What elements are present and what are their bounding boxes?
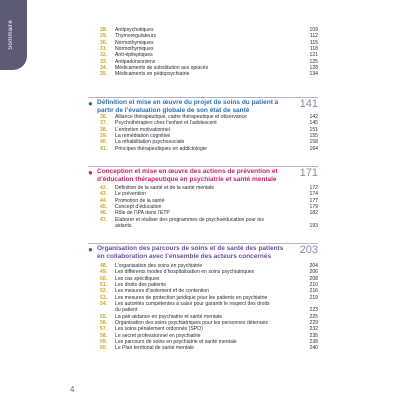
section-bullet-icon: ●	[88, 99, 93, 108]
entry-page: 151	[309, 126, 318, 133]
sidebar-tab	[0, 0, 27, 70]
section-page: 203	[299, 244, 318, 256]
toc-list-section-1	[92, 114, 318, 152]
entry-page: 204	[309, 263, 318, 269]
entry-page: 134	[309, 71, 318, 78]
entry-page: 235	[309, 332, 318, 339]
entry-number: 51.	[100, 282, 108, 289]
entry-page: 232	[309, 326, 318, 333]
entry-title: Les mesures d’isolement et de contention	[115, 288, 210, 295]
toc-entry[interactable]	[92, 71, 318, 77]
entry-page: 206	[309, 269, 318, 276]
entry-page: 155	[309, 133, 318, 140]
toc-entry[interactable]	[92, 146, 318, 152]
entry-number: 29.	[100, 33, 108, 40]
entry-title: Médicaments en pédopsychiatrie	[115, 71, 190, 78]
entry-title: Concept d’éducation	[115, 204, 162, 211]
section-heading	[88, 166, 318, 183]
entry-title: Élaborer et réaliser des programmes de psychoéducation pour les	[115, 216, 264, 223]
entry-number: 28.	[100, 27, 108, 33]
entry-number: 54.	[100, 301, 108, 308]
entry-page: 115	[309, 39, 318, 46]
entry-title: Définition de la santé et de la santé mentale	[115, 185, 215, 191]
section-heading	[88, 243, 318, 260]
entry-page: 118	[309, 46, 318, 53]
entry-title: Normothymiques	[115, 39, 154, 46]
page-number: 4	[70, 385, 75, 394]
entry-title: du patient	[115, 307, 138, 314]
entry-number: 58.	[100, 332, 108, 339]
section-bullet-icon: ●	[88, 245, 93, 254]
entry-page: 164	[309, 145, 318, 152]
entry-title: La réhabilitation psychosociale	[115, 139, 185, 146]
toc-list-section-2	[92, 185, 318, 229]
entry-number: 45.	[100, 204, 108, 211]
entry-title: La remédiation cognitive	[115, 133, 171, 140]
entry-number: 60.	[100, 345, 108, 352]
entry-title: Antipsychotiques	[115, 27, 154, 33]
entry-page: 109	[309, 27, 318, 33]
entry-title: Les parcours de soins en psychiatrie et santé mentale	[115, 339, 237, 346]
section-title: Définition et mise en œuvre du projet de soins du patient à partir de l’évaluation globale de son état de santé	[97, 99, 279, 114]
entry-page: 142	[309, 114, 318, 120]
entry-page: 208	[309, 275, 318, 282]
entry-page: 216	[309, 288, 318, 295]
entry-number: 41.	[100, 145, 108, 152]
entry-page: 193	[309, 223, 318, 230]
entry-number: 32.	[100, 52, 108, 59]
entry-title: Normothymiques	[115, 46, 154, 53]
entry-title: L’organisation des soins en psychiatrie	[115, 263, 203, 269]
entry-title: Les soins pénalement ordonnés (SPO)	[115, 326, 203, 333]
section-title: Conception et mise en œuvre des actions de prévention et d’éducation thérapeutique en psychiatrie et santé mentale	[97, 168, 278, 183]
entry-title: Organisation des soins psychiatriques pour les personnes détenues	[115, 320, 268, 327]
entry-title: aidants	[115, 223, 132, 230]
entry-number: 38.	[100, 126, 108, 133]
entry-page: 238	[309, 339, 318, 346]
entry-title: Anti-épileptiques	[115, 52, 153, 59]
entry-number: 53.	[100, 294, 108, 301]
entry-number: 59.	[100, 339, 108, 346]
entry-title: Le secret professionnel en psychiatrie	[115, 332, 201, 339]
entry-page: 210	[309, 282, 318, 289]
sidebar-label: Sommaire	[8, 20, 14, 50]
section-page: 141	[299, 98, 318, 110]
entry-number: 34.	[100, 65, 108, 72]
section-bullet-icon: ●	[88, 168, 93, 177]
entry-number: 49.	[100, 269, 108, 276]
entry-title: Le prévention	[115, 191, 146, 198]
entry-number: 50.	[100, 275, 108, 282]
entry-page: 179	[309, 204, 318, 211]
entry-number: 37.	[100, 120, 108, 127]
entry-page: 112	[309, 33, 318, 40]
entry-number: 56.	[100, 320, 108, 327]
entry-title: Les différents modes d’hospitalisation en soins psychiatriques	[115, 269, 255, 276]
entry-title: Psychothérapies chez l’enfant et l’adolescent	[115, 120, 217, 127]
entry-page: 128	[309, 65, 318, 72]
entry-number: 57.	[100, 326, 108, 333]
entry-page: 219	[309, 294, 318, 301]
entry-page: 121	[309, 52, 318, 59]
entry-title: Les droits des patients	[115, 282, 166, 289]
entry-number: 36.	[100, 114, 108, 120]
entry-title: Médicaments de substitution aux opiacés	[115, 65, 209, 72]
section-page: 171	[299, 167, 318, 179]
entry-title: Rôle de l’IPA dans l’ETP	[115, 210, 170, 217]
entry-title: L’entretien motivationnel	[115, 126, 170, 133]
entry-number: 30.	[100, 39, 108, 46]
entry-title: Promotion de la santé	[115, 197, 165, 204]
toc-list-top	[92, 27, 318, 78]
entry-number: 47.	[100, 216, 108, 223]
entry-page: 223	[309, 307, 318, 314]
entry-page: 145	[309, 120, 318, 127]
entry-page: 240	[309, 345, 318, 352]
entry-title: Le Plan territorial de santé mentale	[115, 345, 194, 352]
entry-title: Principes thérapeutiques en addictologie	[115, 145, 207, 152]
entry-page: 177	[309, 197, 318, 204]
entry-number: 39.	[100, 133, 108, 140]
entry-number: 33.	[100, 58, 108, 65]
toc-list-section-3	[92, 263, 318, 352]
entry-title: Alliance thérapeutique, cadre thérapeutique et observance	[115, 114, 247, 120]
entry-number: 44.	[100, 197, 108, 204]
entry-title: Les cas spécifiques	[115, 275, 160, 282]
entry-page: 182	[309, 210, 318, 217]
toc-entry[interactable]	[92, 223, 318, 229]
entry-number: 31.	[100, 46, 108, 53]
section-title: Organisation des parcours de soins et de santé des patients en collaboration avec l’ensemble des acteurs concernés	[97, 245, 284, 260]
entry-number: 46.	[100, 210, 108, 217]
entry-number: 35.	[100, 71, 108, 78]
entry-number: 55.	[100, 313, 108, 320]
entry-title: La pair-aidance en psychiatrie et santé mentale	[115, 313, 223, 320]
entry-number: 52.	[100, 288, 108, 295]
section-heading	[88, 97, 318, 114]
entry-number: 43.	[100, 191, 108, 198]
entry-page: 125	[309, 58, 318, 65]
entry-page: 225	[309, 313, 318, 320]
entry-page: 158	[309, 139, 318, 146]
entry-page: 229	[309, 320, 318, 327]
entry-title: Les mesures de protection juridique pour les patients en psychiatrie	[115, 294, 268, 301]
entry-title: Thymorégulateurs	[115, 33, 157, 40]
entry-title: Les autorités compétentes à saisir pour garantir le respect des droits	[115, 301, 270, 308]
toc-entry[interactable]	[92, 345, 318, 351]
entry-title: Antiparkinsoniens	[115, 58, 156, 65]
entry-number: 42.	[100, 185, 108, 191]
entry-page: 172	[309, 185, 318, 191]
entry-number: 40.	[100, 139, 108, 146]
entry-page: 174	[309, 191, 318, 198]
entry-number: 48.	[100, 263, 108, 269]
